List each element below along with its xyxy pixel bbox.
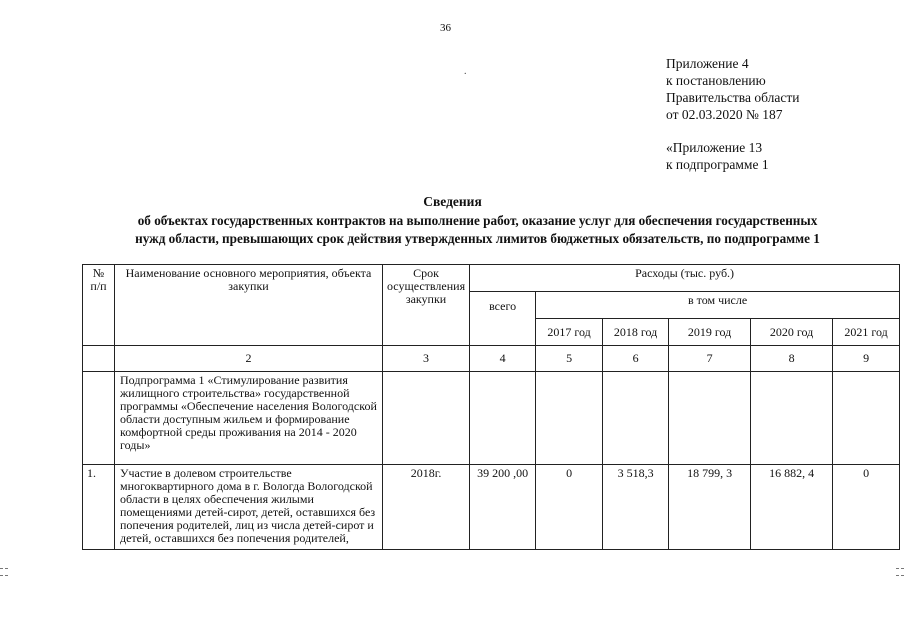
appendix-line: к подпрограмме 1 (666, 157, 769, 172)
scan-edge-mark (0, 568, 8, 569)
row-2017: 0 (536, 465, 603, 550)
subtitle-line: нужд области, превышающих срок действия утвержденных лимитов бюджетных обязательств, по подпрограмме 1 (135, 231, 820, 246)
header-term: Срок осуществления закупки (383, 265, 470, 346)
row-name: Участие в долевом строительстве многоквартирного дома в г. Вологда Вологодской области в целях обеспечения жилыми помещениями детей-сирот, детей, оставшихся без попечения родителей, лиц из числа детей-сирот и детей, оставшихся без попечения родителей, (115, 465, 383, 550)
appendix-line: к постановлению (666, 73, 766, 88)
row-num: 1. (83, 465, 115, 550)
program-row-name: Подпрограмма 1 «Стимулирование развития жилищного строительства» государственной программы «Обеспечение населения Вологодской области доступным жильем и формирование комфортной среды проживания на 2014 - 2020 годы» (115, 372, 383, 465)
row-2020: 16 882, 4 (751, 465, 833, 550)
row-2019: 18 799, 3 (669, 465, 751, 550)
empty-cell (383, 372, 470, 465)
column-number: 6 (603, 346, 669, 372)
column-number: 4 (470, 346, 536, 372)
document-title: Сведения (423, 194, 482, 209)
header-num: № п/п (83, 265, 115, 346)
scan-edge-mark (0, 575, 8, 576)
appendix-line: «Приложение 13 (666, 140, 763, 155)
row-term: 2018г. (383, 465, 470, 550)
program-row-num (83, 372, 115, 465)
page-number: 36 (440, 22, 451, 34)
header-name: Наименование основного мероприятия, объекта закупки (115, 265, 383, 346)
scan-edge-mark (896, 568, 904, 569)
column-number (83, 346, 115, 372)
header-including: в том числе (536, 292, 900, 319)
header-expenses: Расходы (тыс. руб.) (470, 265, 900, 292)
row-2018: 3 518,3 (603, 465, 669, 550)
column-number: 5 (536, 346, 603, 372)
appendix-reference (666, 55, 799, 173)
contracts-table (82, 264, 900, 550)
scan-edge-mark (896, 575, 904, 576)
row-2021: 0 (833, 465, 900, 550)
column-number: 9 (833, 346, 900, 372)
empty-cell (751, 372, 833, 465)
empty-cell (669, 372, 751, 465)
document-subtitle (60, 212, 895, 248)
empty-cell (603, 372, 669, 465)
header-year: 2019 год (669, 319, 751, 346)
subtitle-line: об объектах государственных контрактов на выполнение работ, оказание услуг для обеспечения государственных (137, 213, 818, 228)
appendix-line: Правительства области (666, 90, 800, 105)
empty-cell (833, 372, 900, 465)
header-year: 2017 год (536, 319, 603, 346)
column-number: 8 (751, 346, 833, 372)
empty-cell (470, 372, 536, 465)
appendix-gap (666, 123, 799, 139)
appendix-line: от 02.03.2020 № 187 (666, 107, 783, 122)
appendix-line: Приложение 4 (666, 56, 749, 71)
column-number: 7 (669, 346, 751, 372)
header-year: 2021 год (833, 319, 900, 346)
header-year: 2020 год (751, 319, 833, 346)
empty-cell (536, 372, 603, 465)
column-number: 2 (115, 346, 383, 372)
header-mark: . (464, 66, 467, 77)
column-number: 3 (383, 346, 470, 372)
header-total: всего (470, 292, 536, 346)
row-total: 39 200 ,00 (470, 465, 536, 550)
header-year: 2018 год (603, 319, 669, 346)
